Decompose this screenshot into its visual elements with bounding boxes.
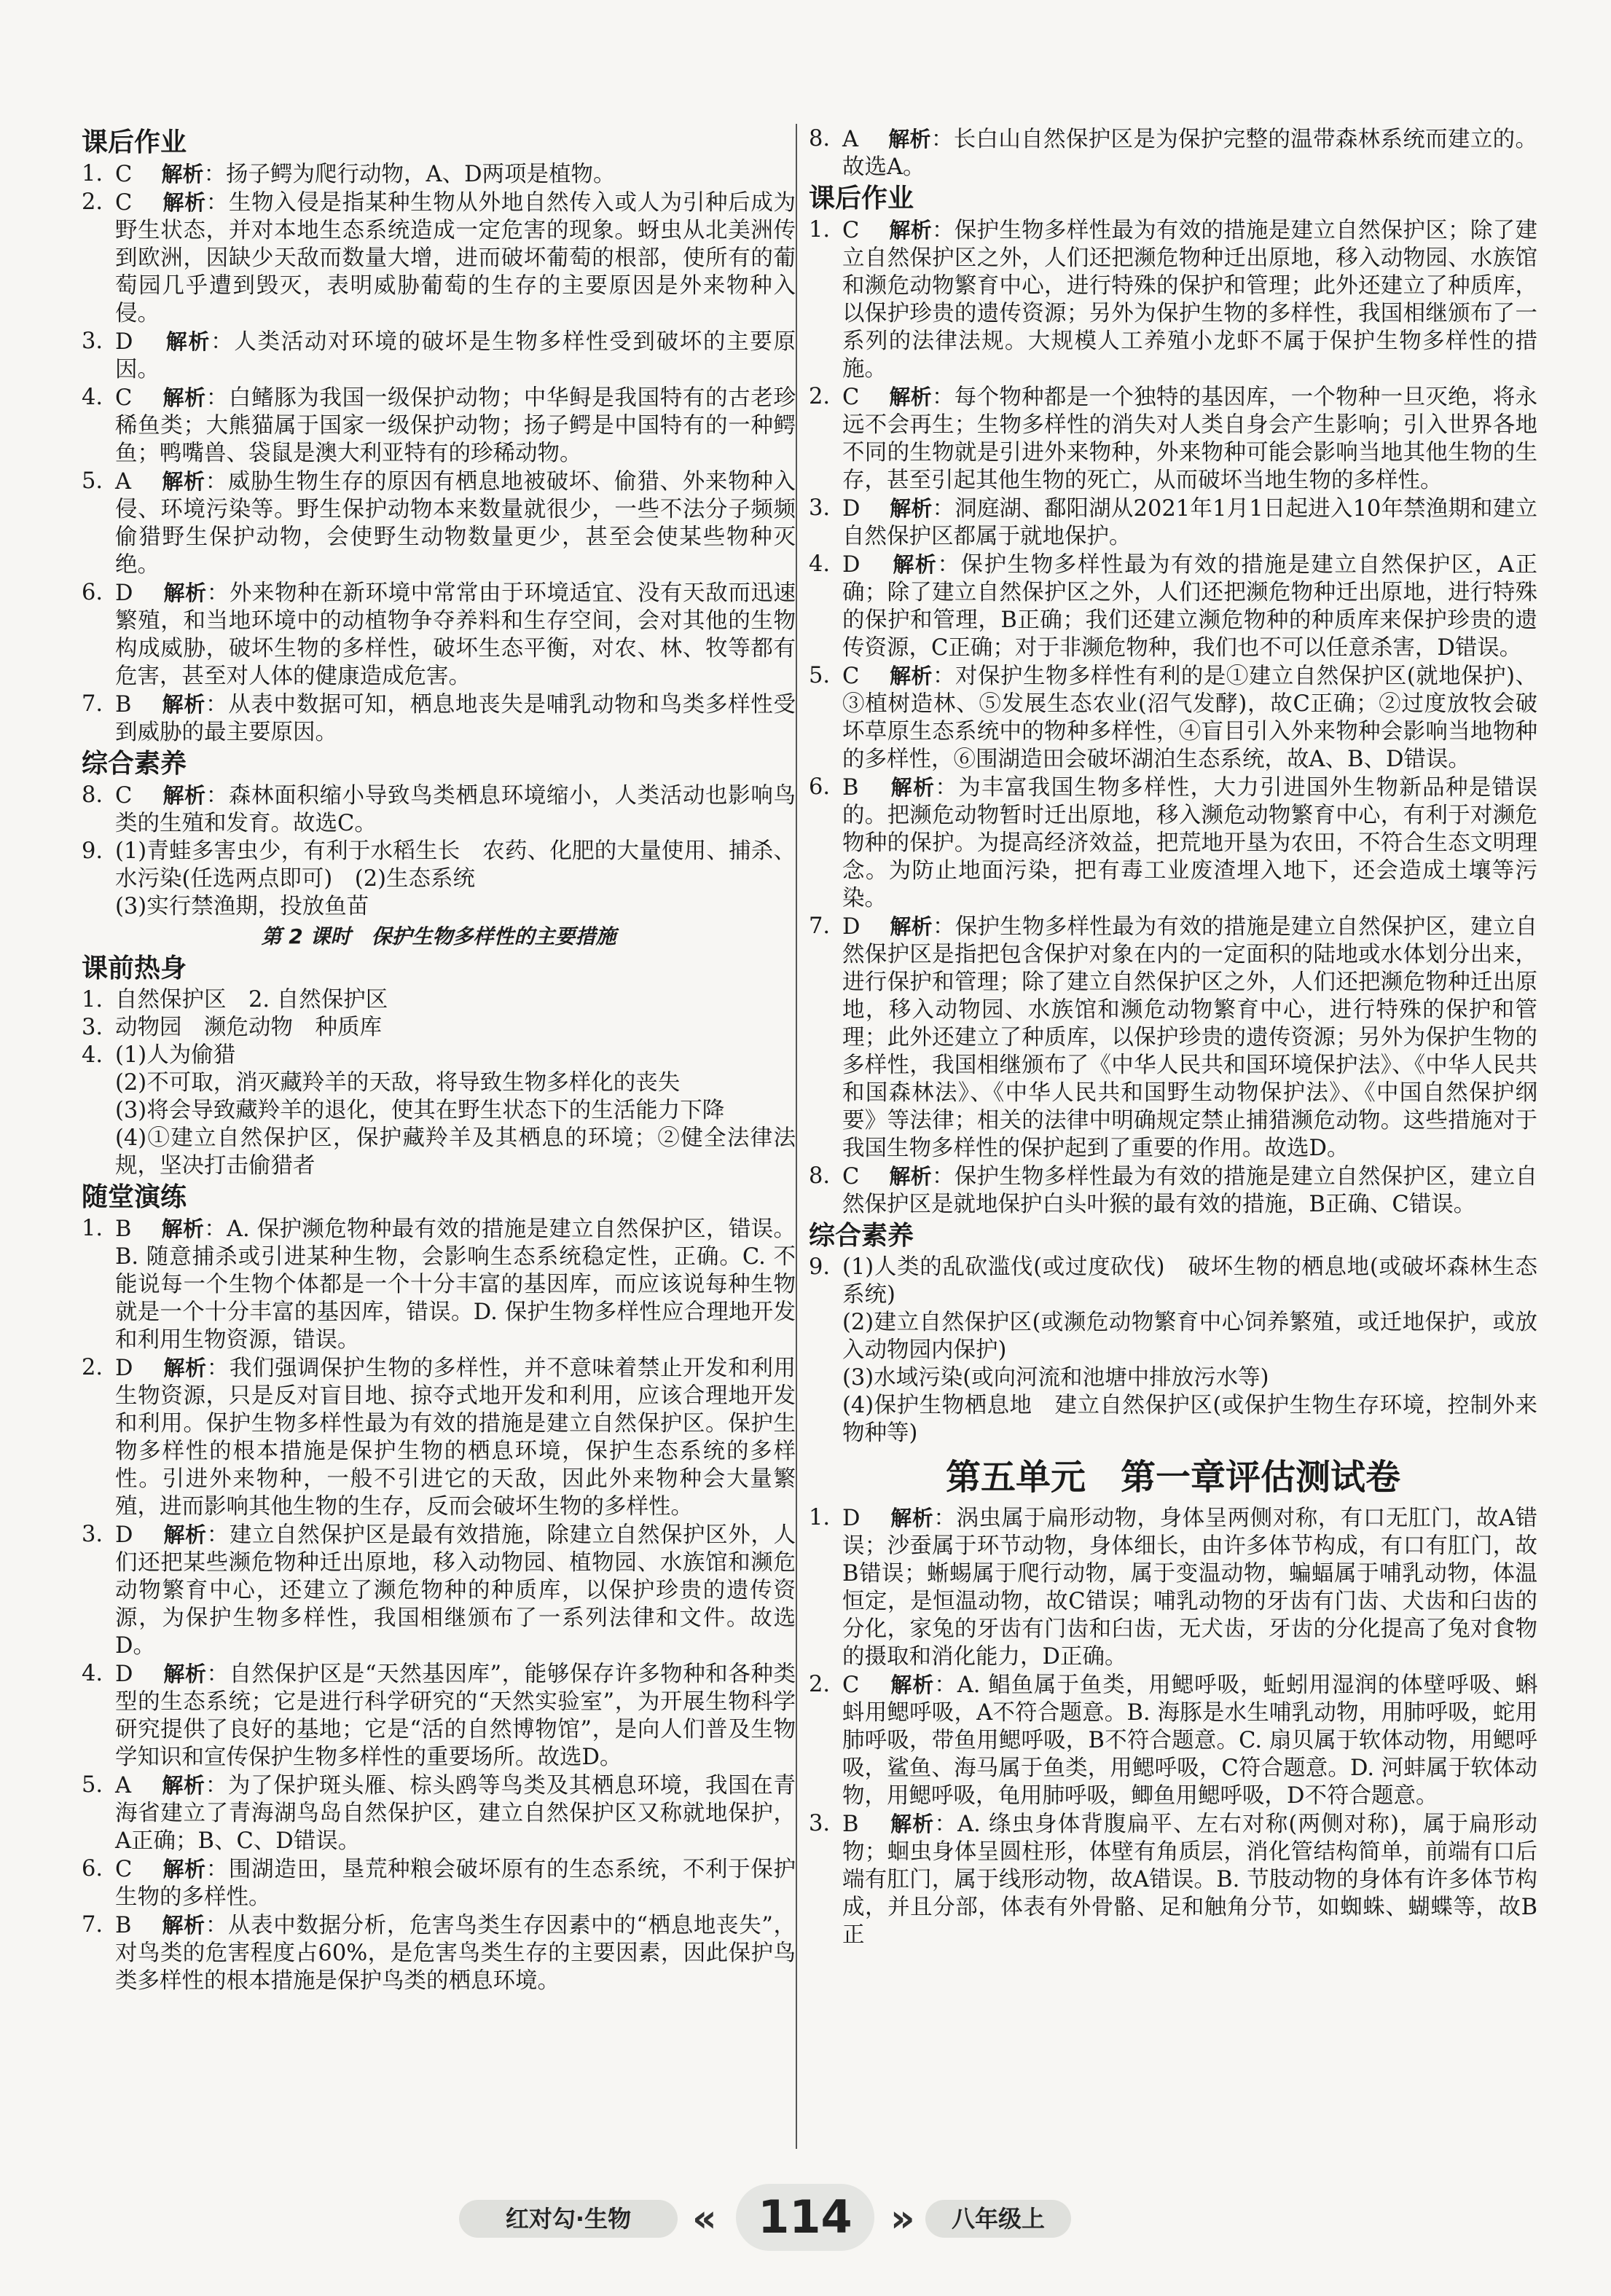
chevron-right-icon: »: [890, 2197, 915, 2241]
analysis-text: ：从表中数据可知，栖息地丧失是哺乳动物和鸟类多样性受到威胁的最主要原因。: [115, 692, 796, 745]
answer-item: [809, 1254, 1537, 1447]
analysis-text: ：森林面积缩小导致鸟类栖息环境缩小，人类活动也影响鸟类的生殖和发育。故选C。: [115, 783, 796, 836]
analysis-text: ：对保护生物多样性有利的是①建立自然保护区(就地保护)、③植树造林、⑤发展生态农业(沼气发酵)，故C正确；②过度放牧会破坏草原生态系统中的物种多样性，④盲目引入外来物种会影响当地物种的多样性，⑥围湖造田会破坏湖泊生态系统，故A、B、D错误。: [842, 664, 1537, 772]
item-number: 3.: [82, 329, 103, 354]
answer-item: [82, 986, 796, 1014]
answer-item: [809, 551, 1537, 662]
analysis-label: 解析: [162, 1773, 205, 1798]
answer-choice: D: [115, 329, 133, 355]
item-number: 5.: [809, 663, 831, 688]
item-number: 2.: [82, 1355, 103, 1380]
analysis-label: 解析: [163, 1356, 207, 1380]
analysis-text: ：从表中数据分析，危害鸟类生存因素中的“栖息地丧失”，对鸟类的危害程度占60%，是危害鸟类生存的主要因素，因此保护鸟类多样性的根本措施是保护鸟类的栖息环境。: [115, 1913, 796, 1994]
answer-text: [115, 160, 796, 189]
answer-choice: D: [842, 552, 861, 578]
analysis-text: ：围湖造田，垦荒种粮会破坏原有的生态系统，不利于保护生物的多样性。: [115, 1857, 796, 1910]
column-divider: [796, 124, 797, 2149]
right-column: [809, 125, 1537, 1949]
answer-item: [82, 1660, 796, 1772]
analysis-label: 解析: [890, 914, 933, 939]
analysis-label: 解析: [162, 385, 206, 410]
answer-text: [115, 384, 796, 468]
answer-choice: B: [842, 1812, 859, 1837]
analysis-text: ：保护生物多样性最为有效的措施是建立自然保护区，建立自然保护区是指把包含保护对象在内的一定面积的陆地或水体划分出来，进行保护和管理；除了建立自然保护区之外，人们还把濒危物种迁出原地，移入动物园、水族馆和濒危动物繁育中心，进行特殊的保护和管理；此外还建立了种质库，以保护珍贵的遗传资源；另外为保护生物的多样性，我国相继颁布了《中华人民共和国环境保护法》、《中华人民共和国森林法》、《中华人民共和国野生动物保护法》、《中国自然保护纲要》等法律；相关的法律中明确规定禁止捕猎濒危动物。这些措施对于我国生物多样性的保护起到了重要的作用。故选D。: [842, 914, 1537, 1161]
analysis-text: ：为了保护斑头雁、棕头鸥等鸟类及其栖息环境，我国在青海省建立了青海湖鸟岛自然保护区，建立自然保护区又称就地保护，A正确；B、C、D错误。: [115, 1773, 796, 1854]
answer-choice: B: [842, 775, 859, 801]
analysis-text: ：保护生物多样性最为有效的措施是建立自然保护区，建立自然保护区是就地保护白头叶猴的最有效的措施，B正确、C错误。: [842, 1164, 1537, 1217]
analysis-label: 解析: [890, 664, 933, 688]
answer-item: [809, 774, 1537, 913]
answer-text: [842, 913, 1537, 1163]
answer-text: [115, 1911, 796, 1995]
item-number: 3.: [809, 1811, 831, 1836]
section-heading: 课后作业: [82, 127, 187, 157]
analysis-text: ：扬子鳄为爬行动物，A、D两项是植物。: [203, 162, 616, 187]
answer-text: 动物园 濒危动物 种质库: [115, 1015, 382, 1040]
analysis-text: ：洞庭湖、鄱阳湖从2021年1月1日起进入10年禁渔期和建立自然保护区都属于就地保护。: [842, 496, 1537, 549]
answer-text: [115, 691, 796, 747]
grade-label: 八年级上: [925, 2200, 1071, 2238]
item-number: 9.: [82, 838, 103, 864]
answer-item: [82, 1354, 796, 1521]
analysis-label: 解析: [161, 162, 204, 186]
analysis-label: 解析: [890, 1672, 935, 1697]
answer-line: (3)将会导致藏羚羊的退化，使其在野生状态下的生活能力下降: [115, 1098, 725, 1123]
page-number: 114: [736, 2184, 874, 2251]
item-number: 8.: [809, 1163, 831, 1189]
analysis-text: ：涡虫属于扁形动物，身体呈两侧对称，有口无肛门，故A错误；沙蚕属于环节动物，身体细长，由许多体节构成，有口有肛门，故B错误；蜥蜴属于爬行动物，属于变温动物，蝙蝠属于哺乳动物，体温恒定，是恒温动物，故C错误；哺乳动物的牙齿有门齿、犬齿和臼齿的分化，家兔的牙齿有门齿和臼齿，无犬齿，牙齿的分化提高了兔对食物的摄取和消化能力，D正确。: [842, 1506, 1537, 1670]
answer-item: [82, 782, 796, 838]
item-number: 5.: [82, 1772, 103, 1798]
answer-line: (2)不可取，消灭藏羚羊的天敌，将导致生物多样化的丧失: [115, 1070, 681, 1096]
analysis-label: 解析: [890, 1812, 935, 1836]
answer-item: [809, 1504, 1537, 1671]
answer-item: [809, 1810, 1537, 1949]
answer-choice: A: [842, 127, 859, 152]
analysis-label: 解析: [162, 783, 206, 808]
book-series-label: 红对勾·生物: [459, 2200, 678, 2238]
item-number: 2.: [82, 189, 103, 215]
analysis-text: ：每个物种都是一个独特的基因库，一个物种一旦灭绝，将永远不会再生；生物多样性的消失对人类自身会产生影响；引入世界各地不同的生物就是引进外来物种，外来物种可能会影响当地其他生物的生存，甚至引起其他生物的死亡，从而破坏当地生物的多样性。: [842, 385, 1537, 493]
left-column: [82, 125, 796, 1995]
analysis-label: 解析: [162, 692, 206, 717]
analysis-label: 解析: [162, 1913, 205, 1938]
answer-line: (3)水域污染(或向河流和池塘中排放污水等): [842, 1365, 1269, 1391]
item-number: 5.: [82, 468, 103, 494]
answer-text: [842, 216, 1537, 383]
item-number: 1.: [82, 1216, 103, 1241]
analysis-text: ：外来物种在新环境中常常由于环境适宜、没有天敌而迅速繁殖，和当地环境中的动植物争夺养料和生存空间，会对其他的生物构成威胁，破坏生物的多样性，破坏生态平衡，对农、林、牧等都有危害，甚至对人体的健康造成危害。: [115, 581, 796, 689]
item-number: 4.: [82, 385, 103, 410]
answer-line: (2)建立自然保护区(或濒危动物繁育中心饲养繁殖，或迁地保护，或放入动物园内保护): [842, 1310, 1537, 1363]
answer-text: [842, 1163, 1537, 1219]
answer-choice: B: [115, 1216, 132, 1242]
answer-choice: C: [115, 190, 133, 216]
answer-choice: A: [115, 469, 132, 495]
answer-choice: C: [842, 1672, 860, 1698]
item-number: 6.: [809, 774, 831, 800]
item-number: 2.: [809, 384, 831, 409]
item-number: 3.: [809, 495, 831, 521]
analysis-label: 解析: [888, 127, 931, 152]
analysis-text: ：长白山自然保护区是为保护完整的温带森林系统而建立的。故选A。: [842, 127, 1537, 180]
answer-item: [82, 1215, 796, 1354]
answer-item: [82, 328, 796, 384]
unit-title: 第五单元 第一章评估测试卷: [945, 1457, 1400, 1498]
analysis-label: 解析: [890, 496, 933, 521]
analysis-label: 解析: [163, 1662, 207, 1686]
answer-item: [809, 383, 1537, 495]
answer-choice: C: [115, 1857, 133, 1882]
answer-item: [82, 384, 796, 468]
answer-text: [115, 1772, 796, 1855]
item-number: 4.: [82, 1042, 103, 1068]
answer-item: [82, 579, 796, 691]
answer-choice: C: [115, 162, 133, 187]
analysis-text: ：A. 保护濒危物种最有效的措施是建立自然保护区，错误。B. 随意捕杀或引进某种生物，会影响生态系统稳定性，正确。C. 不能说每一个生物个体都是一个十分丰富的基因库，而应该说每种生物就是一个十分丰富的基因库，错误。D. 保护生物多样性应合理地开发和利用生物资源，错误。: [115, 1216, 796, 1353]
analysis-text: ：人类活动对环境的破坏是生物多样性受到破坏的主要原因。: [115, 329, 796, 382]
answer-item: [82, 1014, 796, 1042]
item-number: 7.: [82, 691, 103, 717]
item-number: 6.: [82, 580, 103, 605]
analysis-label: 解析: [163, 1522, 207, 1547]
answer-item: [82, 1042, 796, 1069]
answer-text: [115, 328, 796, 384]
answer-item: [809, 495, 1537, 551]
analysis-text: ：生物入侵是指某种生物从外地自然传入或人为引种后成为野生状态，并对本地生态系统造成一定危害的现象。蚜虫从北美洲传到欧洲，因缺少天敌而数量大增，进而破坏葡萄的根部，使所有的葡萄园几乎遭到毁灭，表明威胁葡萄的生存的主要原因是外来物种入侵。: [115, 190, 796, 326]
answer-choice: B: [115, 1913, 132, 1938]
answer-choice: C: [115, 783, 133, 809]
analysis-text: ：A. 绦虫身体背腹扁平、左右对称(两侧对称)，属于扁形动物；蛔虫身体呈圆柱形，体壁有角质层，消化管结构简单，前端有口后端有肛门，属于线形动物，故A错误。B. 节肢动物的身体有许多体节构成，并且分部，体表有外骨骼、足和触角分节，如蜘蛛、蝴蝶等，故B正: [842, 1812, 1537, 1948]
item-number: 3.: [82, 1015, 103, 1040]
analysis-text: ：我们强调保护生物的多样性，并不意味着禁止开发和利用生物资源，只是反对盲目地、掠夺式地开发和利用，应该合理地开发和利用。保护生物多样性最为有效的措施是建立自然保护区。保护生物多样性的根本措施是保护生物的栖息环境，保护生态系统的多样性。引进外来物种，一般不引进它的天敌，因此外来物种会大量繁殖，进而影响其他生物的生存，反而会破坏生物的多样性。: [115, 1356, 796, 1519]
analysis-text: ：建立自然保护区是最有效措施，除建立自然保护区外，人们还把某些濒危物种迁出原地，移入动物园、植物园、水族馆和濒危动物繁育中心，还建立了濒危物种的种质库，以保护珍贵的遗传资源，为保护生物多样性，我国相继颁布了一系列法律和文件。故选D。: [115, 1522, 796, 1659]
answer-choice: C: [842, 385, 860, 410]
chevron-left-icon: «: [692, 2197, 717, 2241]
answer-line: (4)保护生物栖息地 建立自然保护区(或保护生物生存环境，控制外来物种等): [842, 1393, 1537, 1446]
answer-line: (3)实行禁渔期，投放鱼苗: [115, 894, 369, 919]
answer-text: (1)人为偷猎: [115, 1042, 236, 1068]
analysis-label: 解析: [890, 1506, 934, 1530]
analysis-label: 解析: [889, 218, 932, 243]
answer-item: [82, 1911, 796, 1995]
section-heading: 课后作业: [809, 184, 914, 213]
item-number: 7.: [82, 1912, 103, 1938]
analysis-text: ：保护生物多样性最为有效的措施是建立自然保护区；除了建立自然保护区之外，人们还把濒危物种迁出原地，移入动物园、水族馆和濒危动物繁育中心，进行特殊的保护和管理；此外还建立了种质库，以保护珍贵的遗传资源；另外为保护生物的多样性，我国相继颁布了一系列的法律法规。大规模人工养殖小龙虾不属于保护生物多样性的措施。: [842, 218, 1537, 382]
answer-item: [82, 189, 796, 328]
section-heading: 综合素养: [809, 1221, 914, 1251]
answer-text: [115, 189, 796, 328]
analysis-text: ：为丰富我国生物多样性，大力引进国外生物新品种是错误的。把濒危动物暂时迁出原地，移入濒危动物繁育中心，有利于对濒危物种的保护。为提高经济效益，把荒地开垦为农田，不符合生态文明理念。为防止地面污染，把有毒工业废渣埋入地下，还会造成土壤等污染。: [842, 775, 1537, 911]
analysis-text: ：保护生物多样性最为有效的措施是建立自然保护区，A正确；除了建立自然保护区之外，人们还把濒危物种迁出原地，进行特殊的保护和管理，B正确；我们还建立濒危物种的种质库来保护珍贵的遗传资源，C正确；对于非濒危物种，我们也不可以任意杀害，D错误。: [842, 552, 1537, 661]
answer-text: [842, 662, 1537, 774]
analysis-label: 解析: [162, 190, 206, 215]
answer-item: [809, 913, 1537, 1163]
answer-choice: D: [115, 1662, 133, 1687]
item-number: 1.: [82, 161, 103, 186]
answer-choice: C: [842, 1164, 860, 1190]
answer-line: (4)①建立自然保护区，保护藏羚羊及其栖息的环境；②健全法律法规，坚决打击偷猎者: [115, 1125, 796, 1179]
answer-item: [82, 468, 796, 579]
answer-text: [115, 1521, 796, 1660]
item-number: 4.: [809, 551, 831, 577]
answer-text: [115, 782, 796, 838]
analysis-label: 解析: [893, 552, 938, 577]
answer-line: (1)人类的乱砍滥伐(或过度砍伐) 破坏生物的栖息地(或破坏森林生态系统): [842, 1254, 1537, 1308]
answer-text: [842, 1671, 1537, 1810]
answer-item: [809, 1163, 1537, 1219]
section-heading: 综合素养: [82, 749, 187, 779]
analysis-text: ：白鳍豚为我国一级保护动物；中华鲟是我国特有的古老珍稀鱼类；大熊猫属于国家一级保护动物；扬子鳄是中国特有的一种鳄鱼；鸭嘴兽、袋鼠是澳大利亚特有的珍稀动物。: [115, 385, 796, 466]
answer-choice: D: [115, 1522, 133, 1548]
lesson-title: 第 2 课时 保护生物多样性的主要措施: [261, 924, 616, 948]
answer-text: [842, 125, 1537, 181]
answer-item: [809, 125, 1537, 181]
answer-text: [842, 774, 1537, 913]
answer-text: 自然保护区 2. 自然保护区: [115, 987, 388, 1013]
analysis-label: 解析: [889, 1164, 932, 1189]
answer-text: [842, 1504, 1537, 1671]
answer-item: [82, 160, 796, 189]
item-number: 1.: [82, 987, 103, 1013]
item-number: 1.: [809, 217, 831, 243]
analysis-label: 解析: [165, 329, 211, 354]
item-number: 8.: [809, 126, 831, 152]
analysis-label: 解析: [889, 385, 932, 409]
item-number: 8.: [82, 782, 103, 808]
answer-choice: D: [842, 914, 861, 940]
analysis-label: 解析: [163, 581, 207, 605]
analysis-text: ：自然保护区是“天然基因库”，能够保存许多物种和各种类型的生态系统；它是进行科学研究的“天然实验室”，为开展生物科学研究提供了良好的基地；它是“活的自然博物馆”，是向人们普及生物学知识和宣传保护生物多样性的重要场所。故选D。: [115, 1662, 796, 1770]
answer-text: [842, 383, 1537, 495]
answer-text: [115, 1215, 796, 1354]
answer-item: [82, 838, 796, 921]
answer-text: [115, 1660, 796, 1772]
answer-choice: A: [115, 1773, 132, 1798]
answer-item: [82, 1772, 796, 1855]
section-heading: 随堂演练: [82, 1182, 187, 1212]
page-footer: [459, 2184, 1151, 2249]
answer-text: [842, 1810, 1537, 1949]
answer-text: [115, 468, 796, 579]
item-number: 3.: [82, 1522, 103, 1547]
answer-choice: D: [115, 1356, 133, 1381]
answer-item: [82, 1521, 796, 1660]
item-number: 9.: [809, 1254, 831, 1280]
answer-item: [82, 691, 796, 747]
answer-choice: D: [842, 1506, 861, 1531]
analysis-label: 解析: [162, 1857, 206, 1882]
answer-text: [842, 551, 1537, 662]
answer-item: [82, 1855, 796, 1911]
answer-item: [809, 1671, 1537, 1810]
answer-choice: B: [115, 692, 132, 718]
answer-choice: C: [842, 664, 860, 689]
answer-choice: D: [842, 496, 861, 522]
answer-choice: C: [842, 218, 860, 243]
item-number: 7.: [809, 913, 831, 939]
answer-choice: D: [115, 581, 133, 606]
analysis-label: 解析: [890, 775, 936, 800]
answer-item: [809, 216, 1537, 383]
analysis-text: ：A. 鲳鱼属于鱼类，用鳃呼吸，蚯蚓用湿润的体壁呼吸、蝌蚪用鳃呼吸，A不符合题意。B. 海豚是水生哺乳动物，用肺呼吸，蛇用肺呼吸，带鱼用鳃呼吸，B不符合题意。C. 扇贝属于软体动物，用鳃呼吸，鲨鱼、海马属于鱼类，用鳃呼吸，C符合题意。D. 河蚌属于软体动物，用鳃呼吸，龟用肺呼吸，鲫鱼用鳃呼吸，D不符合题意。: [842, 1672, 1537, 1809]
section-heading: 课前热身: [82, 954, 187, 983]
answer-line: (1)青蛙多害虫少，有利于水稻生长 农药、化肥的大量使用、捕杀、水污染(任选两点即可) (2)生态系统: [115, 838, 796, 892]
answer-text: [842, 495, 1537, 551]
analysis-label: 解析: [161, 1216, 205, 1241]
analysis-label: 解析: [162, 469, 205, 494]
answer-choice: C: [115, 385, 133, 411]
item-number: 2.: [809, 1672, 831, 1697]
item-number: 6.: [82, 1856, 103, 1882]
answer-text: [115, 1855, 796, 1911]
answer-text: [115, 579, 796, 691]
answer-text: [115, 1354, 796, 1521]
item-number: 4.: [82, 1661, 103, 1686]
item-number: 1.: [809, 1505, 831, 1530]
analysis-text: ：威胁生物生存的原因有栖息地被破坏、偷猎、外来物种入侵、环境污染等。野生保护动物本来数量就很少，一些不法分子频频偷猎野生保护动物，会使野生动物数量更少，甚至会使某些物种灭绝。: [115, 469, 796, 578]
answer-item: [809, 662, 1537, 774]
